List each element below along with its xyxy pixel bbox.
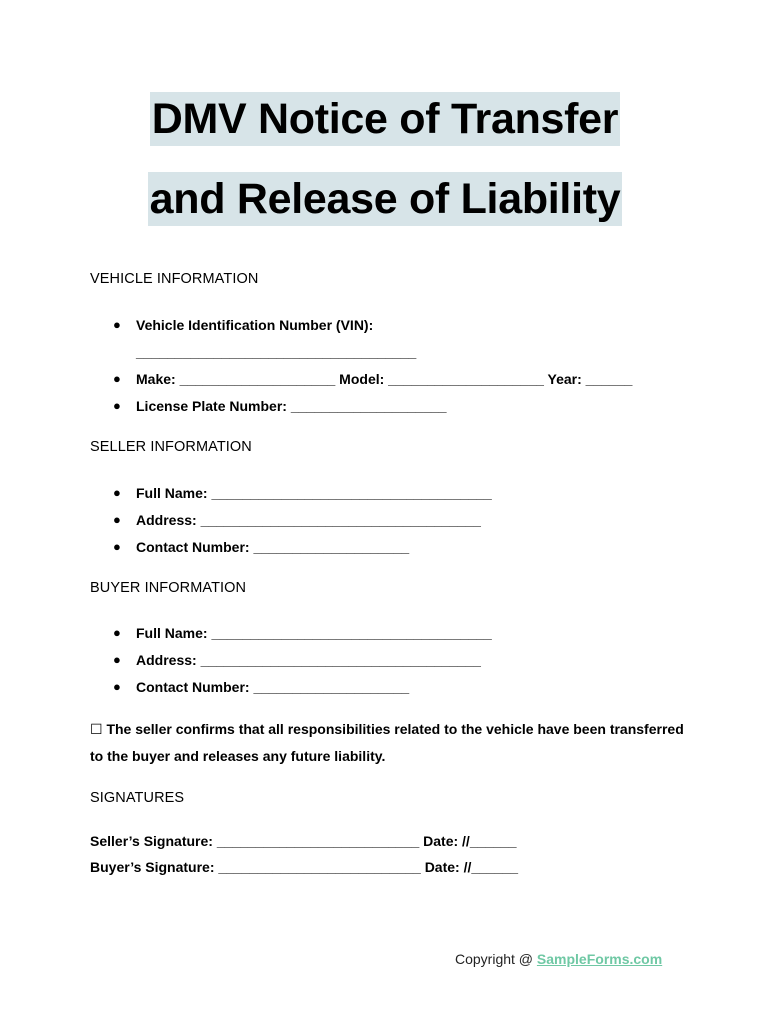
bullet: ●	[113, 371, 121, 386]
buyer-section-heading: BUYER INFORMATION	[90, 580, 247, 596]
document-title	[0, 92, 770, 226]
vehicle-section-heading: VEHICLE INFORMATION	[90, 271, 259, 287]
bullet: ●	[113, 317, 121, 332]
buyer-full-name-text: Full Name: ____________________________________	[136, 625, 492, 641]
bullet: ●	[113, 652, 121, 667]
buyer-fields	[113, 623, 492, 704]
bullet: ●	[113, 398, 121, 413]
seller-section-heading: SELLER INFORMATION	[90, 439, 252, 455]
bullet: ●	[113, 679, 121, 694]
seller-full-name-text: Full Name: ____________________________________	[136, 485, 492, 501]
signatures-section-heading: SIGNATURES	[90, 790, 185, 806]
seller-signature-line: Seller’s Signature: __________________________ Date: //______	[90, 833, 517, 849]
vin-blank: ____________________________________	[136, 344, 417, 360]
bullet: ●	[113, 539, 121, 554]
seller-full-name-field	[113, 483, 492, 510]
seller-contact-text: Contact Number: ____________________	[136, 539, 410, 555]
vin-field	[113, 315, 632, 369]
seller-address-field	[113, 510, 492, 537]
bullet: ●	[113, 625, 121, 640]
bullet: ●	[113, 485, 121, 500]
release-statement: ☐ The seller confirms that all responsibilities related to the vehicle have been transferred to the buyer and releases any future liability.	[90, 721, 684, 764]
vin-label: Vehicle Identification Number (VIN):	[136, 317, 374, 333]
vehicle-fields	[113, 315, 632, 423]
buyer-contact-text: Contact Number: ____________________	[136, 679, 410, 695]
brand-link[interactable]: SampleForms.com	[536, 951, 663, 967]
bullet: ●	[113, 512, 121, 527]
copyright-text: Copyright @	[455, 951, 537, 967]
make-model-year-text: Make: ____________________ Model: ____________________ Year: ______	[136, 371, 633, 387]
buyer-signature-line: Buyer’s Signature: __________________________ Date: //______	[90, 859, 519, 875]
buyer-contact-field	[113, 677, 492, 704]
license-plate-text: License Plate Number: ____________________	[136, 398, 447, 414]
make-model-year-field	[113, 369, 632, 396]
license-plate-field	[113, 396, 632, 423]
seller-fields	[113, 483, 492, 564]
title-line-2: and Release of Liability	[148, 172, 623, 226]
copyright-footer	[455, 951, 662, 967]
title-line-1: DMV Notice of Transfer	[150, 92, 620, 146]
seller-contact-field	[113, 537, 492, 564]
seller-address-text: Address: ____________________________________	[136, 512, 481, 528]
buyer-address-field	[113, 650, 492, 677]
buyer-address-text: Address: ____________________________________	[136, 652, 481, 668]
buyer-full-name-field	[113, 623, 492, 650]
